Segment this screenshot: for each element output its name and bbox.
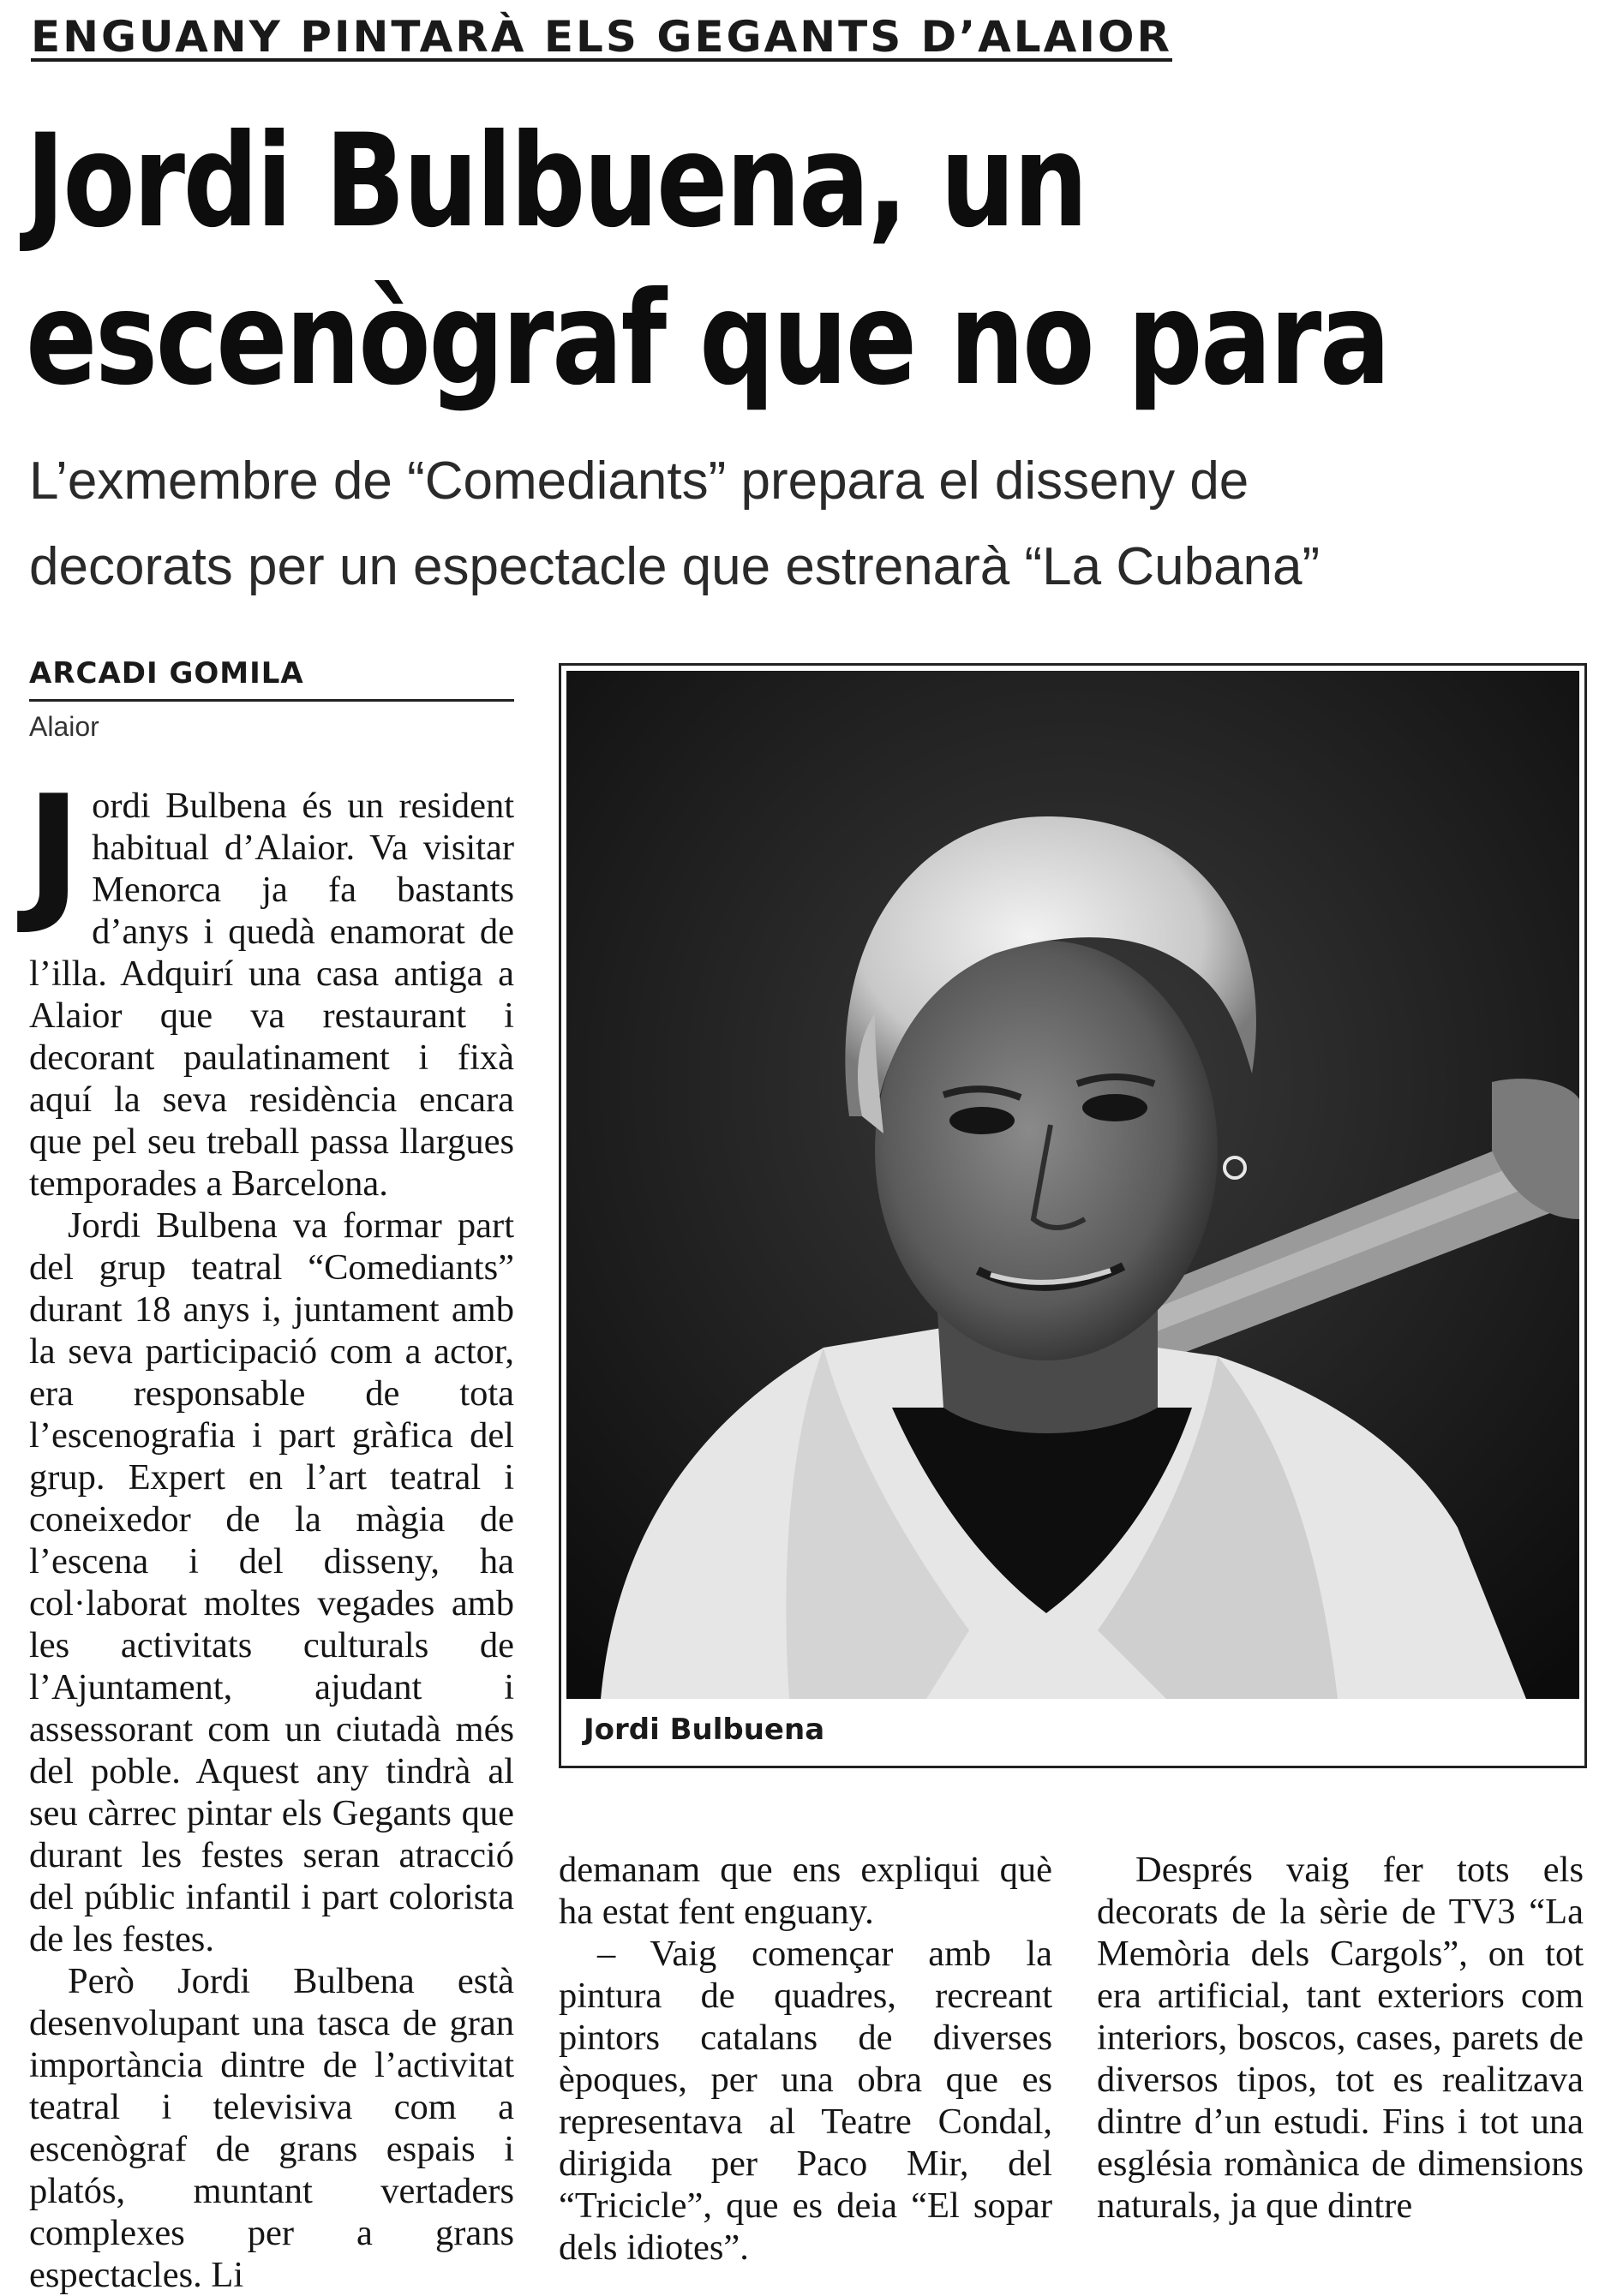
photo-figure	[559, 663, 1587, 1768]
article-paragraph: Després vaig fer tots els decorats de la sèrie de TV3 “La Memòria dels Cargols”, on tot era artificial, tant exteriors com interiors, boscos, cases, parets de diversos tipos, tot es realitzava dintre d’un estudi. Fins i tot una església romànica de dimensions naturals, ja que dintre	[1097, 1850, 1584, 2226]
headline-line-1: Jordi Bulbuena, un	[26, 107, 1087, 256]
subheadline-line-1: L’exmembre de “Comediants” prepara el disseny de	[29, 451, 1249, 511]
drop-cap: J	[26, 764, 82, 938]
article-paragraph: – Vaig començar amb la pintura de quadres, recreant pintors catalans de diverses èpoques, per una obra que es representava al Teatre Condal, dirigida per Paco Mir, del “Tricicle”, que es deia “El sopar dels idiotes”.	[559, 1934, 1052, 2268]
article-paragraph: Però Jordi Bulbena està desenvolupant una tasca de gran importància dintre de l’activitat teatral i televisiva com a escenògraf de grans espais i platós, muntant vertaders complexes per a grans espectacles. Li	[29, 1961, 514, 2295]
portrait-illustration	[566, 671, 1579, 1699]
kicker: ENGUANY PINTARÀ ELS GEGANTS D’ALAIOR	[31, 12, 1172, 62]
headline	[26, 103, 1389, 418]
subheadline	[29, 439, 1589, 610]
subheadline-line-2: decorats per un espectacle que estrenarà “La Cubana”	[29, 537, 1321, 596]
article-column-3	[1097, 1849, 1584, 2227]
article-column-2	[559, 1849, 1052, 2269]
article-column-1	[26, 764, 514, 2296]
photo-caption: Jordi Bulbuena	[584, 1713, 825, 1747]
byline-author: ARCADI GOMILA	[29, 656, 514, 702]
byline-location: Alaior	[29, 711, 99, 742]
portrait-photo	[566, 671, 1579, 1699]
article-paragraph: demanam que ens expliqui què ha estat fent enguany.	[559, 1850, 1052, 1932]
headline-line-2: escenògraf que no para	[26, 265, 1389, 414]
article-paragraph: Jordi Bulbena va formar part del grup teatral “Comediants” durant 18 anys i, juntament amb la seva participació com a actor, era responsable de tota l’escenografia i part gràfica del grup. Expert en l’art teatral i coneixedor de la màgia de l’escena i del disseny, ha col·laborat moltes vegades amb les activitats culturals de l’Ajuntament, ajudant i assessorant com un ciutadà més del poble. Aquest any tindrà al seu càrrec pintar els Gegants que durant les festes seran atracció del públic infantil i part colorista de les festes.	[29, 1205, 514, 1959]
article-paragraph: ordi Bulbena és un resident habitual d’Alaior. Va visitar Menorca ja fa bastants d’anys i quedà enamorat de l’illa. Adquirí una casa antiga a Alaior que va restaurant i decorant paulatinament i fixà aquí la seva residència encara que pel seu treball passa llargues temporades a Barcelona.	[29, 786, 514, 1204]
